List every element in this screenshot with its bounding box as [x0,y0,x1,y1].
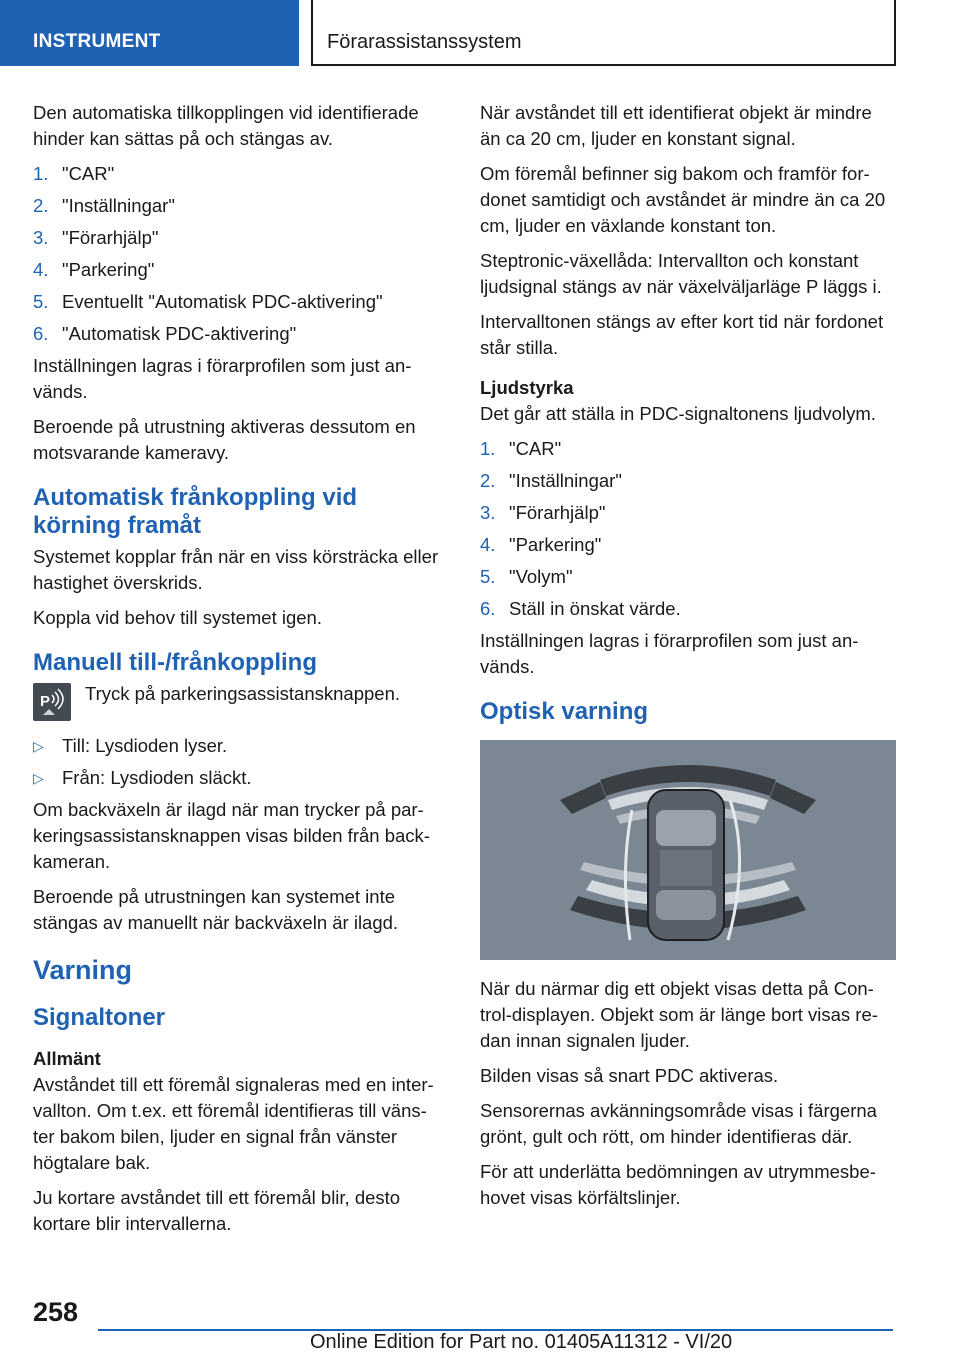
settings-saved-note: Inställningen lagras i förarprofilen som just an- vänds. [480,630,859,677]
volume-intro: Det går att ställa in PDC-signaltonens ljudvolym. [480,403,876,424]
list-item: ▷ Från: Lysdioden släckt. [33,765,448,791]
optical-text: När du närmar dig ett objekt visas detta på Con- trol-displayen. Objekt som är länge bort visas re- dan innan signalen ljuder. [480,978,878,1051]
list-item: ▷ Till: Lysdioden lyser. [33,733,448,759]
svg-text:P: P [40,693,51,710]
list-item: 3. "Förarhjälp" [33,227,159,248]
header-section-tab: INSTRUMENT [0,0,299,66]
sensor-colors-text: Sensorernas avkänningsområde visas i färgerna grönt, gult och rött, om hinder identifieras där. [480,1100,877,1147]
list-item: 1. "CAR" [33,163,115,184]
optical-activation-text: Bilden visas så snart PDC aktiveras. [480,1065,779,1086]
auto-activation-steps [33,161,448,347]
list-item: 6. Ställ in önskat värde. [480,598,681,619]
page-number: 258 [33,1297,79,1327]
car-icon [648,790,724,940]
list-item: 3. "Förarhjälp" [480,502,606,523]
list-item: 5. "Volym" [480,566,573,587]
alternating-tone-text: Om föremål befinner sig bakom och framför for- donet samtidigt och avståndet är mindre än ca 20 cm, ljuder en växlande konstant ton. [480,163,886,236]
triangle-right-icon: ▷ [33,738,44,754]
reverse-gear-text: Om backväxeln är ilagd när man trycker på par- keringsassistansknappen visas bilden från back- kameran. [33,799,430,872]
intro-paragraph: Den automatiska tillkopplingen vid identifierade hinder kan sättas på och stängas av. [33,102,419,149]
list-item: 2. "Inställningar" [33,195,175,216]
constant-signal-text: När avståndet till ett identifierat objekt är mindre än ca 20 cm, ljuder en konstant signal. [480,102,872,149]
general-interval-text: Ju kortare avståndet till ett föremål blir, desto kortare blir intervallerna. [33,1187,401,1234]
list-item: 2. "Inställningar" [480,470,622,491]
heading-signal-tones: Signaltoner [33,1004,166,1031]
steptronic-text: Steptronic-växellåda: Intervallton och konstant ljudsignal stängs av när växelväljarläge P läggs i. [480,250,882,297]
heading-volume: Ljudstyrka [480,377,574,398]
parking-assist-icon [33,683,71,721]
interval-off-text: Intervalltonen stängs av efter kort tid när fordonet står stilla. [480,311,884,358]
auto-off-reconnect: Koppla vid behov till systemet igen. [33,607,322,628]
auto-off-text: Systemet kopplar från när en viss körsträcka eller hastighet överskrids. [33,546,439,593]
header-chapter-title: Förarassistanssystem [311,0,896,66]
heading-optical-warning: Optisk varning [480,698,649,725]
volume-steps [480,436,896,622]
list-item: 5. Eventuellt "Automatisk PDC-aktivering" [33,291,383,312]
heading-general: Allmänt [33,1048,101,1069]
pdc-display-illustration [480,740,896,960]
heading-warning: Varning [33,955,133,985]
right-column [480,100,896,1220]
footer-edition: Online Edition for Part no. 01405A11312 - VI/20 [310,1331,733,1353]
heading-manual-toggle: Manuell till-/frånkoppling [33,649,317,676]
left-column [33,100,448,1246]
led-status-list [33,733,448,791]
triangle-right-icon: ▷ [33,770,44,786]
reverse-gear-note: Beroende på utrustningen kan systemet inte stängas av manuellt när backväxeln är ilagd. [33,886,399,933]
list-item: 4. "Parkering" [33,259,155,280]
list-item: 4. "Parkering" [480,534,602,555]
list-item: 1. "CAR" [480,438,562,459]
camera-view-note: Beroende på utrustning aktiveras dessutom en motsvarande kameravy. [33,416,416,463]
lane-lines-text: För att underlätta bedömningen av utrymmesbe- hovet visas körfältslinjer. [480,1161,876,1208]
heading-auto-off: Automatisk frånkoppling vid körning framåt [33,484,358,539]
pdc-button-instruction [33,681,448,721]
list-item: 6. "Automatisk PDC-aktivering" [33,323,297,344]
general-text: Avståndet till ett föremål signaleras med en inter- vallton. Om t.ex. ett föremål identifieras till väns- ter bakom bilen, ljuder en signal från vänster högtalare bak. [33,1074,434,1173]
press-button-text: Tryck på parkeringsassistansknappen. [85,683,400,704]
settings-saved-note: Inställningen lagras i förarprofilen som just an- vänds. [33,355,412,402]
